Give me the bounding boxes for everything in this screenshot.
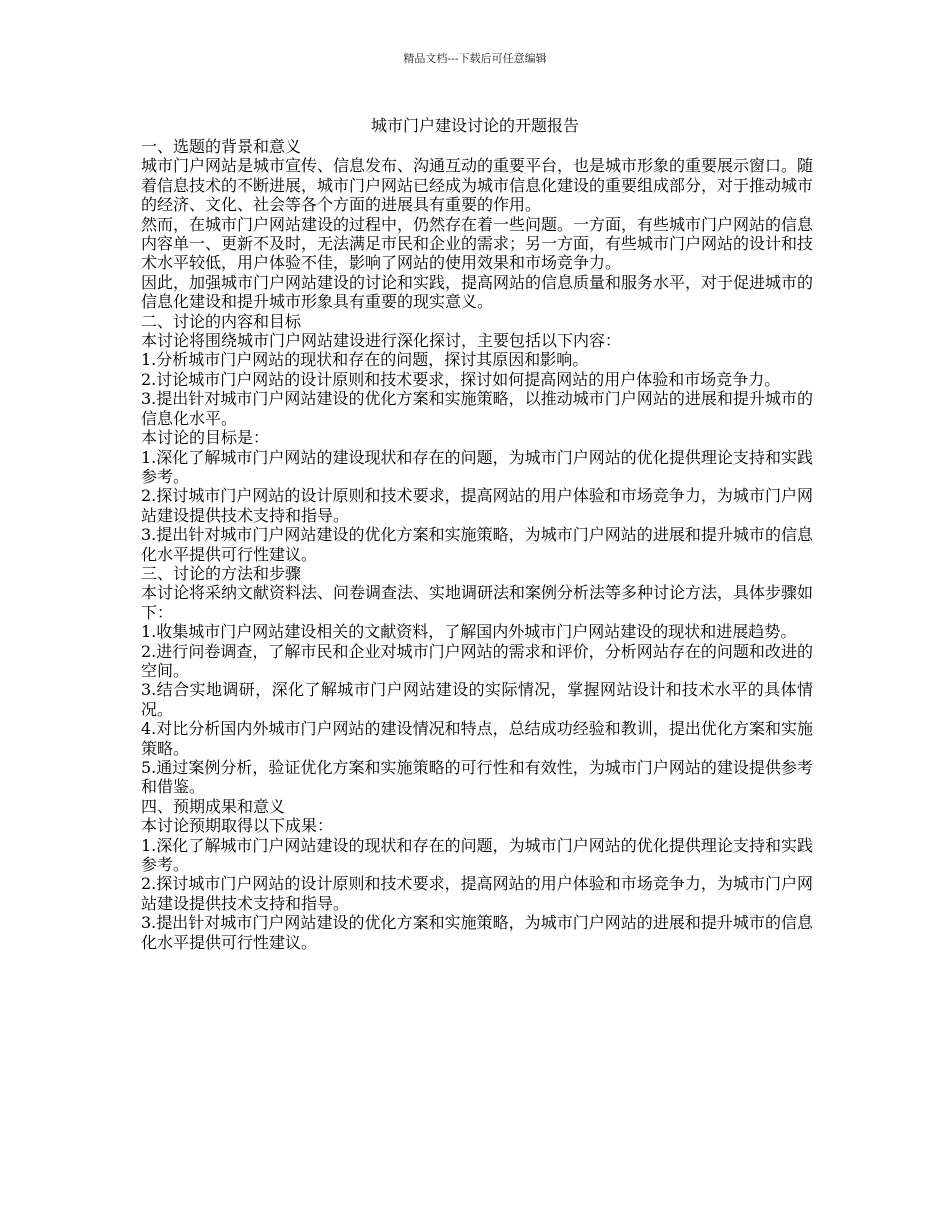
list-item: 1.深化了解城市门户网站建设的现状和存在的问题，为城市门户网站的优化提供理论支持和实践参考。 [141, 835, 813, 875]
list-item: 3.提出针对城市门户网站建设的优化方案和实施策略，为城市门户网站的进展和提升城市的信息化水平提供可行性建议。 [141, 913, 813, 952]
paragraph: 本讨论将围绕城市门户网站建设进行深化探讨，主要包括以下内容： [141, 331, 622, 351]
list-item: 3.提出针对城市门户网站建设的优化方案和实施策略，以推动城市门户网站的进展和提升城市的信息化水平。 [141, 389, 813, 428]
list-item: 4.对比分析国内外城市门户网站的建设情况和特点，总结成功经验和教训，提出优化方案和实施策略。 [141, 719, 813, 758]
page-header: 精品文档---下载后可任意编辑 [403, 52, 547, 65]
list-item: 5.通过案例分析，验证优化方案和实施策略的可行性和有效性，为城市门户网站的建设提供参考和借鉴。 [141, 758, 813, 797]
list-item: 3.提出针对城市门户网站建设的优化方案和实施策略，为城市门户网站的进展和提升城市的信息化水平提供可行性建议。 [141, 525, 813, 564]
list-item: 2.进行问卷调查，了解市民和企业对城市门户网站的需求和评价，分析网站存在的问题和改进的空间。 [141, 641, 813, 680]
list-item: 1.收集城市门户网站建设相关的文献资料，了解国内外城市门户网站建设的现状和进展趋势。 [141, 622, 797, 642]
paragraph: 城市门户网站是城市宣传、信息发布、沟通互动的重要平台，也是城市形象的重要展示窗口。随着信息技术的不断进展，城市门户网站已经成为城市信息化建设的重要组成部分，对于推动城市的经济、文化、社会等各个方面的进展具有重要的作用。 [141, 156, 814, 215]
list-item: 2.探讨城市门户网站的设计原则和技术要求，提高网站的用户体验和市场竞争力，为城市门户网站建设提供技术支持和指导。 [141, 874, 813, 913]
list-item: 3.结合实地调研，深化了解城市门户网站建设的实际情况，掌握网站设计和技术水平的具体情况。 [141, 680, 813, 719]
paragraph: 本讨论将采纳文献资料法、问卷调查法、实地调研法和案例分析法等多种讨论方法，具体步骤如下： [141, 583, 814, 622]
section-heading-methods: 三、讨论的方法和步骤 [141, 563, 302, 583]
section-heading-outcomes: 四、预期成果和意义 [141, 796, 286, 816]
list-item: 1.深化了解城市门户网站的建设现状和存在的问题，为城市门户网站的优化提供理论支持和实践参考。 [141, 447, 813, 486]
list-item: 1.分析城市门户网站的现状和存在的问题，探讨其原因和影响。 [141, 350, 589, 370]
document-title: 城市门户建设讨论的开题报告 [370, 116, 579, 135]
list-item: 2.探讨城市门户网站的设计原则和技术要求，提高网站的用户体验和市场竞争力，为城市门户网站建设提供技术支持和指导。 [141, 486, 813, 525]
section-heading-content-goals: 二、讨论的内容和目标 [141, 311, 302, 331]
paragraph: 因此，加强城市门户网站建设的讨论和实践，提高网站的信息质量和服务水平，对于促进城市的信息化建设和提升城市形象具有重要的现实意义。 [141, 272, 814, 312]
document-body [141, 137, 813, 952]
paragraph: 本讨论的目标是： [141, 428, 270, 448]
section-heading-background: 一、选题的背景和意义 [141, 137, 302, 156]
paragraph: 然而，在城市门户网站建设的过程中，仍然存在着一些问题。一方面，有些城市门户网站的信息内容单一、更新不及时，无法满足市民和企业的需求；另一方面，有些城市门户网站的设计和技术水平较低，用户体验不佳，影响了网站的使用效果和市场竞争力。 [141, 214, 814, 273]
list-item: 2.讨论城市门户网站的设计原则和技术要求，探讨如何提高网站的用户体验和市场竞争力。 [141, 369, 781, 389]
paragraph: 本讨论预期取得以下成果： [141, 816, 334, 836]
